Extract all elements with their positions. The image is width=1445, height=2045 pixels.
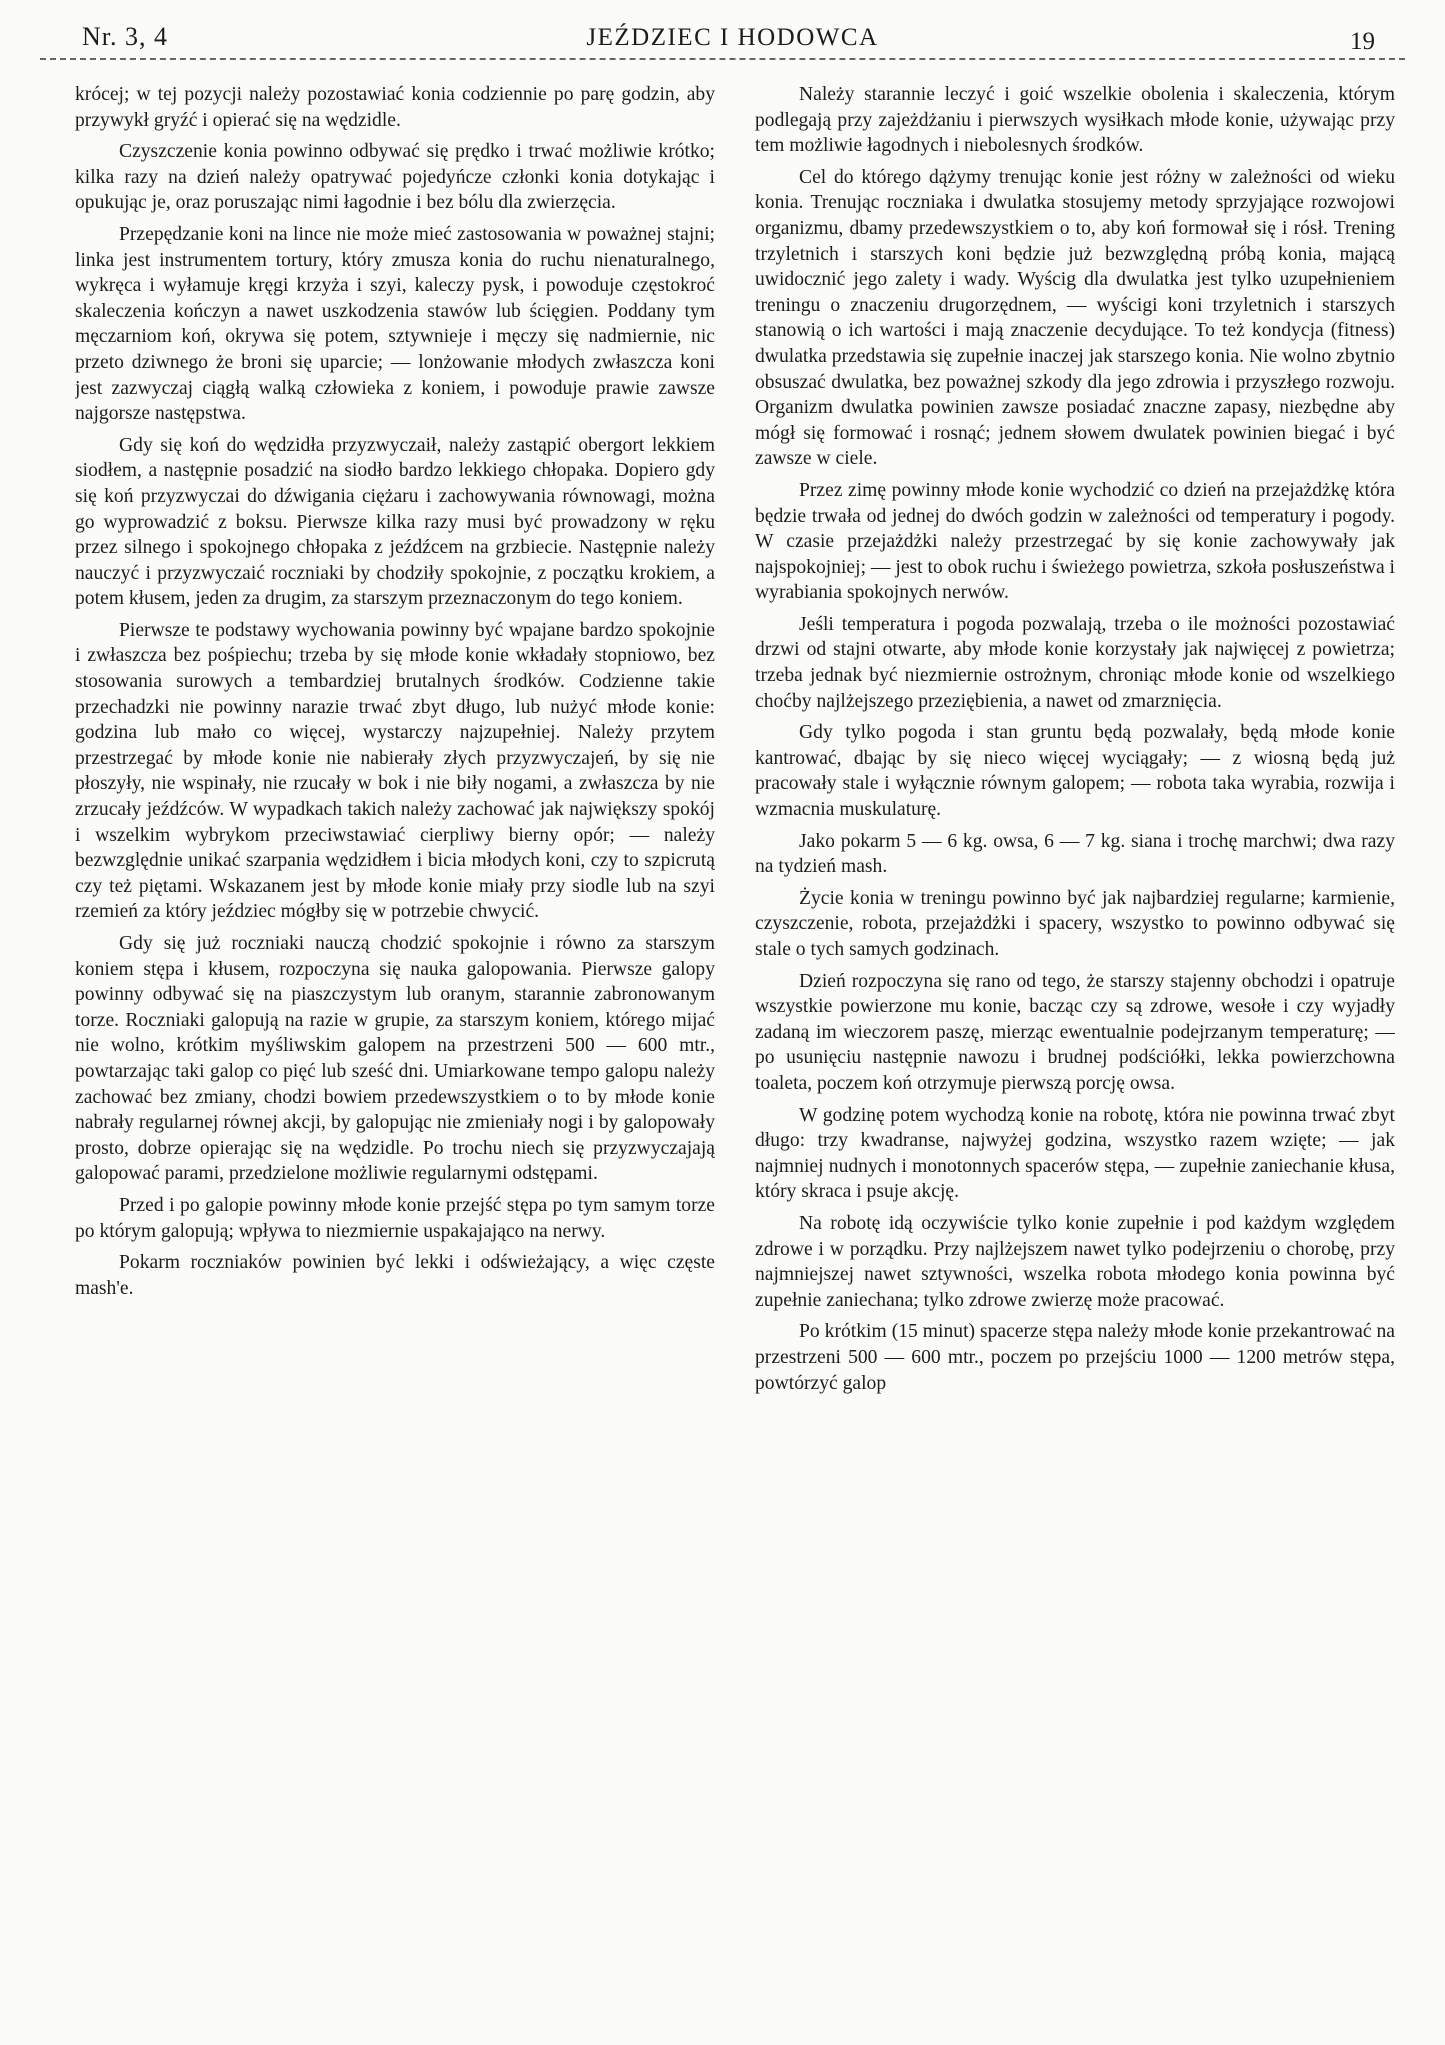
issue-number: Nr. 3, 4 [82,22,168,51]
paragraph: Gdy się już roczniaki nauczą chodzić spokojnie i równo za starszym koniem stępa i kłusem, rozpoczyna się nauka galopowania. Pierwsze galopy powinny odbywać się na piaszczystym lub oranym, starannie zabronowanym torze. Roczniaki galopują na razie w grupie, za starszym koniem, którego mijać nie wolno, krótkim myśliwskim galopem na przestrzeni 500 — 600 mtr., powtarzając taki galop co pięć lub sześć dni. Umiarkowane tempo galopu należy zachować bez zmiany, chodzi bowiem przedewszystkiem o to by młode konie nabrały regularnej równej akcji, by galopując nie zmieniały nogi i by galopowały prosto, dobrze opierając się na wędzidle. Po trochu niech się przyzwyczajają galopować parami, przedzielone możliwie regularnymi odstępami. [75,933,715,1185]
paragraph: Gdy tylko pogoda i stan gruntu będą pozwalały, będą młode konie kantrować, dbając by się nieco więcej wyciągały; — z wiosną będą już pracowały stale i wyłącznie równym galopem; — robota taka wyrabia, rozwija i wzmacnia muskulaturę. [755,722,1395,821]
left-column [75,82,715,2017]
paragraph: Przez zimę powinny młode konie wychodzić co dzień na przejażdżkę która będzie trwała od jednej do dwóch godzin w zależności od temperatury i pogody. W czasie przejażdżki należy przestrzegać by się konie zachowywały jak najspokojniej; — jest to obok ruchu i świeżego powietrza, szkoła posłuszeństwa i wyrabiania spokojnych nerwów. [755,479,1395,604]
journal-title: JEŹDZIEC I HODOWCA [586,24,879,51]
paragraph: krócej; w tej pozycji należy pozostawiać konia codziennie po parę godzin, aby przywykł gryźć i opierać się na wędzidle. [75,84,715,131]
paragraph: Po krótkim (15 minut) spacerze stępa należy młode konie przekantrować na przestrzeni 500 — 600 mtr., poczem po przejściu 1000 — 1200 metrów stępa, powtórzyć galop [755,1321,1395,1394]
paragraph: Dzień rozpoczyna się rano od tego, że starszy stajenny obchodzi i opatruje wszystkie powierzone mu konie, bacząc czy są zdrowe, wesołe i czy wyjadły zadaną im wieczorem paszę, mierząc ewentualnie podejrzanym temperaturę; — po usunięciu następnie nawozu i brudnej podściółki, lekka powierzchowna toaleta, poczem koń otrzymuje pierwszą porcję owsa. [755,970,1395,1094]
paragraph: Życie konia w treningu powinno być jak najbardziej regularne; karmienie, czyszczenie, robota, przejażdżki i spacery, wszystko to powinno odbywać się stale o tych samych godzinach. [755,887,1395,960]
paragraph: Należy starannie leczyć i goić wszelkie obolenia i skaleczenia, którym podlegają przy zajeżdżaniu i pierwszych wysiłkach młode konie, używając przy tem możliwie łagodnych i niebolesnych środków. [755,84,1395,157]
page-number: 19 [1350,28,1375,55]
paragraph: Pierwsze te podstawy wychowania powinny być wpajane bardzo spokojnie i zwłaszcza bez pośpiechu; trzeba by się młode konie wkładały stopniowo, bez stosowania surowych a tembardziej brutalnych środków. Codzienne takie przechadzki nie powinny narazie trwać zbyt długo, lub nużyć młode konie: godzina lub mało co więcej, wystarczy najzupełniej. Należy przytem przestrzegać by młode konie nie nabierały złych przyzwyczajeń, by się nie płoszyły, nie wspinały, nie rzucały w bok i nie biły nogami, a zwłaszcza by nie zrzucały jeźdźców. W wypadkach takich należy zachować jak największy spokój i wszelkim wybrykom przeciwstawiać cierpliwy bierny opór; — należy bezwzględnie unikać szarpania wędzidłem i bicia młodych koni, czy to szpicrutą czy też piętami. Wskazanem jest by młode konie miały przy siodle lub na szyi rzemień za który jeździec mógłby się w potrzebie chwycić. [75,619,715,923]
header-rule [40,58,1405,60]
article-columns [75,82,1395,2017]
paragraph: W godzinę potem wychodzą konie na robotę, która nie powinna trwać zbyt długo: trzy kwadranse, najwyżej godzina, wszystko razem wzięte; — jak najmniej nudnych i monotonnych spacerów stępa, — zupełnie zaniechanie kłusa, który skraca i psuje akcję. [755,1104,1395,1203]
paragraph: Przed i po galopie powinny młode konie przejść stępa po tym samym torze po którym galopują; wpływa to niezmiernie uspakajająco na nerwy. [75,1194,715,1242]
paragraph: Przepędzanie koni na lince nie może mieć zastosowania w poważnej stajni; linka jest instrumentem tortury, który zmusza konia do ruchu nienaturalnego, wykręca i wyłamuje kręgi krzyża i szyi, kaleczy pysk, i powoduje częstokroć skaleczenia kończyn a nawet uszkodzenia stawów lub ścięgien. Poddany tym męczarniom koń, okrywa się potem, sztywnieje i męczy się nadmiernie, nic przeto dziwnego że broni się uparcie; — lonżowanie młodych zwłaszcza koni jest zazwyczaj ciągłą walką człowieka z koniem, i powoduje prawie zawsze najgorsze następstwa. [75,223,715,425]
paragraph: Czyszczenie konia powinno odbywać się prędko i trwać możliwie krótko; kilka razy na dzień należy opatrywać pojedyńcze członki konia dotykając i opukując je, oraz poruszając nimi łagodnie i bez bólu dla zwierzęcia. [75,141,715,214]
paragraph: Gdy się koń do wędzidła przyzwyczaił, należy zastąpić obergort lekkiem siodłem, a następnie posadzić na siodło bardzo lekkiego chłopaka. Dopiero gdy się koń przyzwyczai do dźwigania ciężaru i zachowywania równowagi, można go wyprowadzić z boksu. Pierwsze kilka razy musi być prowadzony w ręku przez silnego i spokojnego chłopaka z jeźdźcem na grzbiecie. Następnie należy nauczyć i przyzwyczaić roczniaki by chodziły spokojnie, z początku krokiem, a potem kłusem, jeden za drugim, za starszym przeznaczonym do tego koniem. [75,434,715,610]
right-column [755,82,1395,2017]
paragraph: Jako pokarm 5 — 6 kg. owsa, 6 — 7 kg. siana i trochę marchwi; dwa razy na tydzień mash. [755,830,1395,878]
page-header [70,22,1395,62]
paragraph: Pokarm roczniaków powinien być lekki i odświeżający, a więc częste mash'e. [75,1252,715,1299]
paragraph: Jeśli temperatura i pogoda pozwalają, trzeba o ile możności pozostawiać drzwi od stajni otwarte, aby młode konie korzystały jak najwięcej z powietrza; trzeba jednak być niezmiernie ostrożnym, chroniąc młode konie od wszelkiego choćby najlżejszego przeziębienia, a nawet od zmarznięcia. [755,613,1395,712]
paragraph: Cel do którego dążymy trenując konie jest różny w zależności od wieku konia. Trenując roczniaka i dwulatka stosujemy metody sprzyjające rozwojowi organizmu, dbamy przedewszystkiem o to, aby koń formował się i rósł. Trening trzyletnich i starszych koni będzie już bezwzględną próbą konia, mającą uwidocznić jego zalety i wady. Wyścig dla dwulatka jest tylko uzupełnieniem treningu o znaczeniu drugorzędnem, — wyścigi koni trzyletnich i starszych stanowią o ich wartości i mają znaczenie decydujące. To też kondycja (fitness) dwulatka przedstawia się zupełnie inaczej jak starszego konia. Nie wolno zbytnio obsuszać dwulatka, bez poważnej szkody dla jego zdrowia i przyszłego rozwoju. Organizm dwulatka powinien zawsze posiadać znaczne zapasy, niezbędne aby mógł się formować i rosnąć; jednem słowem dwulatek powinien biegać i być zawsze w ciele. [755,166,1395,470]
paragraph: Na robotę idą oczywiście tylko konie zupełnie i pod każdym względem zdrowe i w porządku. Przy najlżejszem nawet tylko podejrzeniu o chorobę, przy najmniejszej nawet sztywności, wszelka robota młodego konia powinna być zupełnie zaniechana; tylko zdrowe zwierzę może pracować. [755,1212,1395,1311]
